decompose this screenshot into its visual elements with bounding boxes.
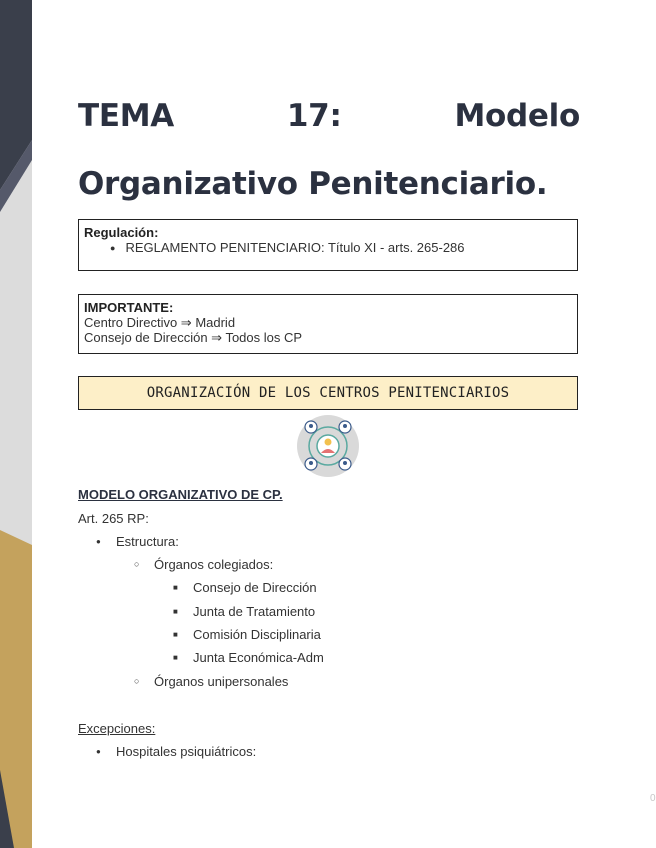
list-item-consejo: ■ Consejo de Dirección (193, 580, 317, 595)
page-number: 0 (650, 793, 656, 804)
title-line-2: Organizativo Penitenciario. (78, 166, 548, 202)
article-reference: Art. 265 RP: (78, 511, 149, 526)
list-item-unipersonal: ○ Órganos unipersonales (154, 674, 288, 689)
important-line-2: Consejo de Dirección ⇒ Todos los CP (84, 330, 303, 345)
regulation-list (84, 240, 572, 255)
section-banner: ORGANIZACIÓN DE LOS CENTROS PENITENCIARIOS (78, 376, 578, 410)
section-heading: MODELO ORGANIZATIVO DE CP. (78, 487, 283, 502)
list-item-junta-economica: ■ Junta Económica-Adm (193, 650, 324, 665)
list-item-collegiate: ○ Órganos colegiados: (154, 557, 273, 572)
important-line-1: Centro Directivo ⇒ Madrid (84, 315, 236, 330)
important-box (78, 294, 578, 354)
list-item-junta-tratamiento: ■ Junta de Tratamiento (193, 604, 315, 619)
regulation-label: Regulación: (84, 225, 159, 240)
exceptions-heading: Excepciones: (78, 721, 156, 736)
side-decoration (0, 0, 32, 848)
list-item-comision: ■ Comisión Disciplinaria (193, 627, 321, 642)
title-word-3: Modelo (454, 98, 580, 134)
regulation-item: ● REGLAMENTO PENITENCIARIO: Título XI - arts. 265-286 (110, 240, 572, 255)
page-title (78, 82, 580, 218)
list-item-hospitals: ● Hospitales psiquiátricos: (116, 744, 256, 759)
document-page (78, 0, 656, 848)
list-item-structure: ● Estructura: (116, 534, 179, 549)
organization-network-icon (295, 414, 361, 478)
title-line-1 (78, 82, 580, 150)
regulation-box (78, 219, 578, 271)
title-word-1: TEMA (78, 98, 174, 134)
title-word-2: 17: (286, 98, 342, 134)
important-label: IMPORTANTE: (84, 300, 174, 315)
